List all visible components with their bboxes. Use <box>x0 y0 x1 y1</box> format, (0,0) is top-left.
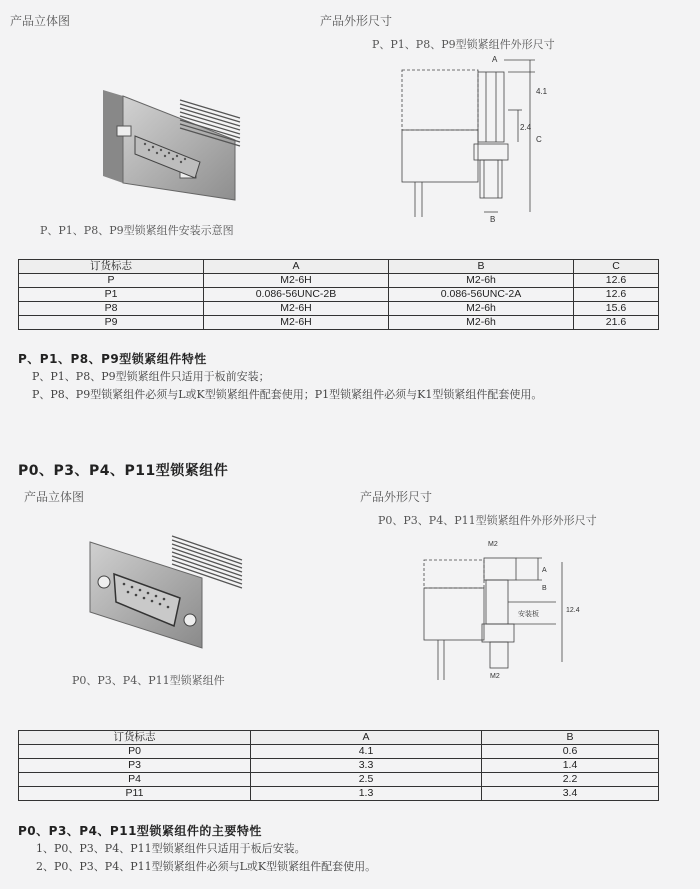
section1-right-title: 产品外形尺寸 <box>320 14 393 28</box>
section2-right-title: 产品外形尺寸 <box>360 490 433 504</box>
table-cell: P <box>19 274 204 288</box>
table-row <box>19 773 659 787</box>
drawing1-label-a: A <box>492 55 498 64</box>
section2-feature-2: 2、P0、P3、P4、P11型锁紧组件必须与L或K型锁紧组件配套使用。 <box>36 860 377 873</box>
section2-right-subtitle: P0、P3、P4、P11型锁紧组件外形外形尺寸 <box>378 514 597 527</box>
table-cell: M2-6h <box>389 316 574 330</box>
table-cell: 4.1 <box>251 745 482 759</box>
section1-features-title: P、P1、P8、P9型锁紧组件特性 <box>18 352 207 366</box>
table-cell: P9 <box>19 316 204 330</box>
table-cell: 2.2 <box>482 773 659 787</box>
drawing1-label-c: C <box>536 135 542 144</box>
section2-image-caption: P0、P3、P4、P11型锁紧组件 <box>72 674 225 687</box>
table-header-cell: C <box>574 260 659 274</box>
table-cell: 1.3 <box>251 787 482 801</box>
table-header-cell: 订货标志 <box>19 731 251 745</box>
table-cell: P1 <box>19 288 204 302</box>
table-cell: 0.086-56UNC-2A <box>389 288 574 302</box>
table-header-cell: A <box>251 731 482 745</box>
table-row <box>19 302 659 316</box>
table-cell: M2-6H <box>204 274 389 288</box>
section1-feature-1: P、P1、P8、P9型锁紧组件只适用于板前安装； <box>32 370 270 383</box>
table-header-cell: 订货标志 <box>19 260 204 274</box>
connector-image-2 <box>82 530 252 655</box>
drawing1-label-d2: 2.4 <box>520 123 532 132</box>
drawing2-label-a: A <box>542 567 547 574</box>
table-row <box>19 787 659 801</box>
drawing1-label-d1: 4.1 <box>536 87 548 96</box>
spec-table-2 <box>18 730 659 801</box>
table-header-row <box>19 731 659 745</box>
table-cell: M2-6H <box>204 316 389 330</box>
drawing2-label-dim: 12.4 <box>566 607 580 614</box>
table-header-cell: B <box>482 731 659 745</box>
table-row <box>19 274 659 288</box>
section1-image-caption: P、P1、P8、P9型锁紧组件安装示意图 <box>40 224 234 237</box>
table-cell: 3.3 <box>251 759 482 773</box>
table-cell: P0 <box>19 745 251 759</box>
table-row <box>19 288 659 302</box>
table-header-row <box>19 260 659 274</box>
table-row <box>19 316 659 330</box>
table-cell: 21.6 <box>574 316 659 330</box>
table-cell: 1.4 <box>482 759 659 773</box>
table-cell: M2-6h <box>389 274 574 288</box>
section1-feature-2: P、P8、P9型锁紧组件必须与L或K型锁紧组件配套使用；P1型锁紧组件必须与K1型锁紧组件配套使用。 <box>32 388 543 401</box>
table-header-cell: B <box>389 260 574 274</box>
section2-left-title: 产品立体图 <box>24 490 85 504</box>
section2-heading: P0、P3、P4、P11型锁紧组件 <box>18 463 229 479</box>
drawing2-label-b: B <box>542 585 547 592</box>
section1-right-subtitle: P、P1、P8、P9型锁紧组件外形尺寸 <box>372 38 555 51</box>
table-cell: 2.5 <box>251 773 482 787</box>
table-cell: 0.086-56UNC-2B <box>204 288 389 302</box>
table-cell: 15.6 <box>574 302 659 316</box>
table-cell: P3 <box>19 759 251 773</box>
drawing2-label-m2-top: M2 <box>488 541 498 548</box>
dimension-drawing-2 <box>420 532 580 682</box>
drawing2-label-panel: 安装板 <box>518 610 539 618</box>
table-cell: M2-6H <box>204 302 389 316</box>
table-cell: P4 <box>19 773 251 787</box>
table-row <box>19 759 659 773</box>
dimension-drawing-1 <box>400 52 560 224</box>
spec-table-1 <box>18 259 659 330</box>
section1-left-title: 产品立体图 <box>10 14 71 28</box>
section2-feature-1: 1、P0、P3、P4、P11型锁紧组件只适用于板后安装。 <box>36 842 306 855</box>
table-cell: 12.6 <box>574 288 659 302</box>
connector-image-1 <box>95 88 245 203</box>
table-row <box>19 745 659 759</box>
table-cell: P8 <box>19 302 204 316</box>
table-cell: M2-6h <box>389 302 574 316</box>
table-cell: P11 <box>19 787 251 801</box>
table-header-cell: A <box>204 260 389 274</box>
drawing1-label-b: B <box>490 215 496 224</box>
section2-features-title: P0、P3、P4、P11型锁紧组件的主要特性 <box>18 824 262 838</box>
table-cell: 3.4 <box>482 787 659 801</box>
table-cell: 0.6 <box>482 745 659 759</box>
table-cell: 12.6 <box>574 274 659 288</box>
drawing2-label-m2-bottom: M2 <box>490 673 500 680</box>
